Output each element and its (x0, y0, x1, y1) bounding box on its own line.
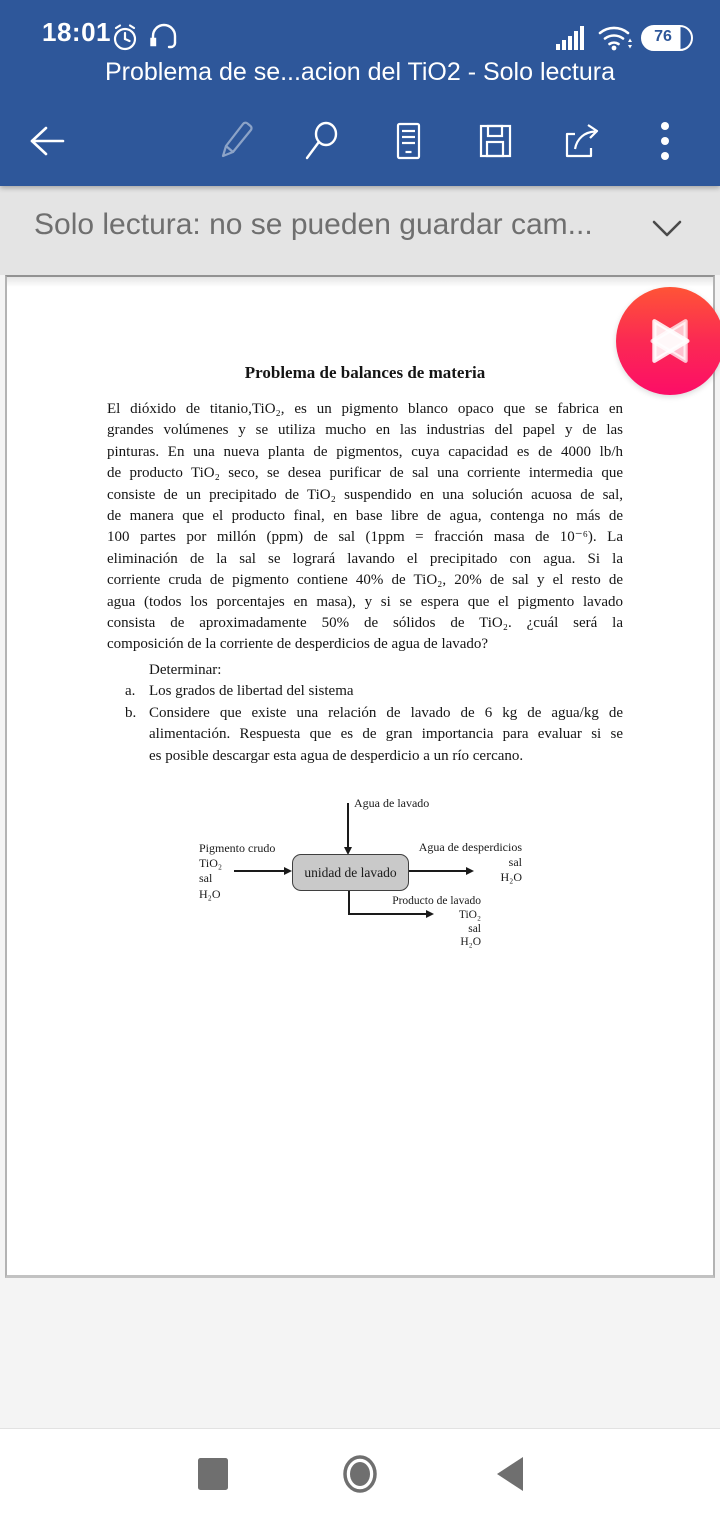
read-only-banner-text: Solo lectura: no se pueden guardar cam... (34, 208, 593, 241)
back-arrow-icon (26, 123, 66, 159)
save-icon (474, 119, 516, 163)
toolbar (0, 112, 720, 172)
save-button[interactable] (471, 112, 519, 170)
back-nav-button[interactable] (480, 1439, 540, 1509)
list-item-marker: b. (125, 704, 137, 721)
recents-button[interactable] (183, 1439, 243, 1509)
home-circle-icon (340, 1453, 380, 1495)
read-only-banner[interactable] (0, 186, 720, 275)
diagram-waste-label: Agua de desperdicios sal H₂O (418, 840, 522, 885)
list-item-marker: a. (125, 683, 136, 700)
document-heading: Problema de balances de materia (244, 363, 486, 382)
more-options-button[interactable] (641, 112, 689, 170)
overflow-menu-icon (659, 119, 671, 163)
musixmatch-logo-icon (640, 311, 700, 371)
diagram-unit-box: unidad de lavado (292, 854, 409, 891)
android-nav-bar (0, 1428, 720, 1520)
recents-square-icon (197, 1457, 229, 1491)
diagram-product-label: Producto de lavado TiO₂ sal H₂O (392, 895, 481, 949)
status-time: 18:01 (42, 17, 111, 47)
alarm-clock-icon (110, 21, 140, 53)
list-item-text: Los grados de libertad del sistema (149, 683, 354, 700)
determine-label: Determinar: (149, 662, 222, 678)
search-button[interactable] (297, 112, 345, 170)
page-top-shadow (7, 277, 713, 287)
chevron-down-icon[interactable] (652, 220, 682, 238)
diagram-feed-arrowhead (284, 867, 292, 875)
mobile-view-icon (387, 119, 429, 163)
signal-strength-icon (556, 24, 590, 50)
diagram-feed-label: Pigmento crudo TiO₂ sal H₂O (199, 841, 276, 901)
list-item-text: Considere que existe una relación de lavado de 6 kg de agua/kg de alimentación. Respuesta que es de gran importancia para evaluar si se es posible descargar esta agua de desperdicio a un río cercano. (149, 704, 623, 764)
edit-button[interactable] (212, 112, 260, 170)
list-item (125, 681, 629, 702)
search-icon (300, 119, 342, 163)
battery-percent: 76 (654, 28, 672, 45)
document-title-bar: Problema de se...acion del TiO2 - Solo lectura (105, 58, 615, 86)
document-page[interactable] (5, 275, 715, 1278)
determine-section (125, 660, 629, 767)
back-triangle-icon (497, 1457, 523, 1491)
share-icon (560, 119, 604, 163)
musixmatch-floating-bubble[interactable] (616, 287, 720, 395)
battery-indicator (641, 25, 693, 51)
diagram-feed-line (234, 870, 284, 872)
mobile-view-button[interactable] (384, 112, 432, 170)
edit-pencil-icon (215, 119, 257, 163)
diagram-top-stream-label: Agua de lavado (354, 796, 430, 810)
home-button[interactable] (330, 1439, 390, 1509)
app-header (0, 0, 720, 186)
status-bar (0, 0, 720, 55)
back-button[interactable] (22, 112, 70, 170)
headset-icon (148, 22, 180, 52)
problem-paragraph: El dióxido de titanio,TiO₂, es un pigmento blanco opaco que se fabrica en grandes volúmenes y se utiliza mucho en las industrias del papel y de las pinturas. En una nueva planta de pigmentos, cuya capacidad es de 4000 lb/h de producto TiO₂ seco, se desea purificar de sal una corriente intermedia que consiste de un precipitado de TiO₂ suspendido en una solución acuosa de sal, de manera que el producto final, en base libre de agua, contenga no más de 100 partes por millón (ppm) de sal (1ppm = fracción masa de 10⁻⁶). La eliminación de la sal se logrará lavando el precipitado con agua. Si la corriente cruda de pigmento contiene 40% de TiO₂, 20% de sal y el resto de agua (todos los porcentajes en masa), y si se espera que el pigmento lavado consista de aproximadamente 50% de sólidos de TiO₂. ¿cuál será la composición de la corriente de desperdicios de agua de lavado? (107, 401, 623, 653)
share-button[interactable] (558, 112, 606, 170)
wifi-icon (597, 24, 637, 52)
list-item (125, 703, 629, 767)
